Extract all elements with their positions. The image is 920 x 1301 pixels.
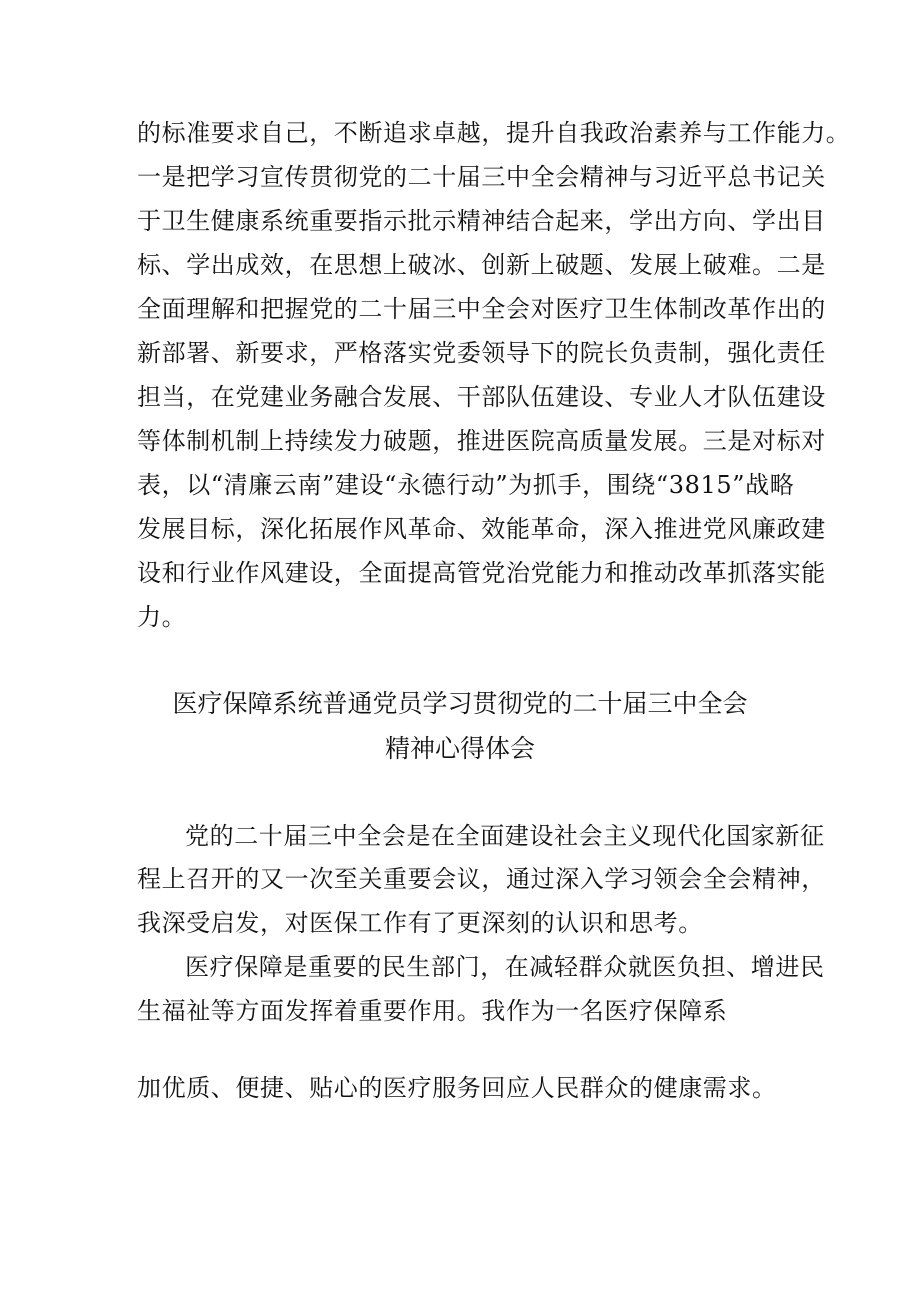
paragraph-first-line: 党的二十届三中全会是在全面建设社会主义现代化国家新征 xyxy=(185,822,825,850)
body-text-line: 生福祉等方面发挥着重要作用。我作为一名医疗保障系 xyxy=(137,997,728,1025)
article-title-line-1: 医疗保障系统普通党员学习贯彻党的二十届三中全会 xyxy=(172,689,748,718)
body-text-line: 标、学出成效，在思想上破冰、创新上破题、发展上破难。二是 xyxy=(137,251,826,279)
body-text-line: 加优质、便捷、贴心的医疗服务回应人民群众的健康需求。 xyxy=(137,1074,777,1102)
paragraph-first-line: 医疗保障是重要的民生部门，在减轻群众就医负担、增进民 xyxy=(185,953,825,981)
body-text-line: 于卫生健康系统重要指示批示精神结合起来，学出方向、学出目 xyxy=(137,207,826,235)
body-text-line: 新部署、新要求，严格落实党委领导下的院长负责制，强化责任 xyxy=(137,339,826,367)
body-text-line: 担当，在党建业务融合发展、干部队伍建设、专业人才队伍建设 xyxy=(137,383,826,411)
body-text-line: 程上召开的又一次至关重要会议，通过深入学习领会全会精神， xyxy=(137,865,826,893)
body-text-line: 全面理解和把握党的二十届三中全会对医疗卫生体制改革作出的 xyxy=(137,295,826,323)
body-text-line: 发展目标，深化拓展作风革命、效能革命，深入推进党风廉政建 xyxy=(137,515,826,543)
body-text-line: 设和行业作风建设，全面提高管党治党能力和推动改革抓落实能 xyxy=(137,559,826,587)
body-text-line: 表，以“清廉云南”建设“永德行动”为抓手，围绕“3815”战略 xyxy=(137,471,795,499)
body-text-line: 一是把学习宣传贯彻党的二十届三中全会精神与习近平总书记关 xyxy=(137,163,826,191)
body-text-line: 力。 xyxy=(137,603,187,631)
body-text-line: 的标准要求自己，不断追求卓越，提升自我政治素养与工作能力。 xyxy=(137,119,851,147)
body-text-line: 我深受启发，对医保工作有了更深刻的认识和思考。 xyxy=(137,909,703,937)
body-text-line: 等体制机制上持续发力破题，推进医院高质量发展。三是对标对 xyxy=(137,427,826,455)
article-title-line-2: 精神心得体会 xyxy=(384,734,535,763)
